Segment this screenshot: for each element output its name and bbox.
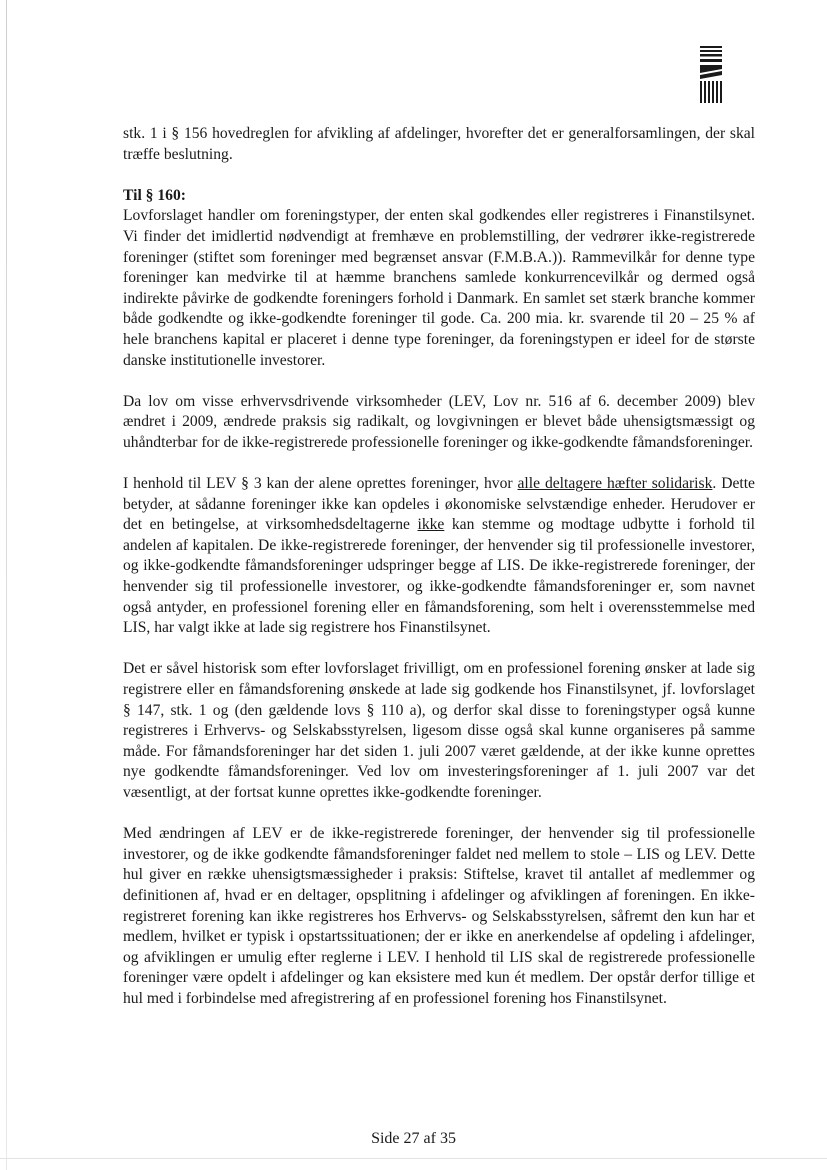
paragraph <box>123 474 755 639</box>
paragraph-text: Lovforslaget handler om foreningstyper, der enten skal godkendes eller registreres i Finanstilsynet. Vi finder det imidlertid nødvendigt at fremhæve en problemstilling, der vedrører ikke-registrerede foreninger (stiftet som foreninger med begrænset ansvar (F.M.B.A.)). Rammevilkår for denne type foreninger kan medvirke til at hæmme branchens samlede konkurrencevilkår og dermed også indirekte påvirke de godkendte foreningers forhold i Danmark. En samlet set stærk branche kommer både godkendte og ikke-godkendte foreninger til gode. Ca. 200 mia. kr. svarende til 20 – 25 % af hele branchens kapital er placeret i denne type foreninger, da foreningstypen er ideel for de største danske institutionelle investorer. <box>123 207 755 369</box>
striped-logo-icon <box>697 44 725 106</box>
page-number: Side 27 af 35 <box>371 1130 456 1147</box>
paragraph: stk. 1 i § 156 hovedreglen for afvikling af afdelinger, hvorefter det er generalforsamlingen, der skal træffe beslutning. <box>123 125 755 163</box>
paragraph: Det er såvel historisk som efter lovforslaget frivilligt, om en professionel forening ønsker at lade sig registrere eller en fåmandsforening ønskede at lade sig godkende hos Finanstilsynet, jf. lovforslaget § 147, stk. 1 og (den gældende lovs § 110 a), og derfor skal disse to foreningstyper også kunne registreres i Erhvervs- og Selskabsstyrelsen, ligesom disse også skal kunne organiseres på samme måde. For fåmandsforeninger har det siden 1. juli 2007 været gældende, at der ikke kunne oprettes nye godkendte fåmandsforeninger. Ved lov om investeringsforeninger af 1. juli 2007 var det væsentligt, at der fortsat kunne oprettes ikke-godkendte foreninger. <box>123 660 755 801</box>
section-heading: Til § 160: <box>123 186 186 204</box>
underlined-text: alle deltagere hæfter solidarisk <box>517 475 713 493</box>
underlined-text: ikke <box>417 516 445 534</box>
scan-edge <box>6 0 7 1170</box>
document-body <box>123 124 755 1010</box>
paragraph <box>123 186 755 371</box>
paragraph: Da lov om visse erhvervsdrivende virksomheder (LEV, Lov nr. 516 af 6. december 2009) blev ændret i 2009, ændrede praksis sig radikalt, og lovgivningen er blevet både uhensigtsmæssigt og uhåndterbar for de ikke-registrerede professionelle foreninger og ikke-godkendte fåmandsforeninger. <box>123 392 755 451</box>
scan-edge-bottom <box>0 1158 827 1159</box>
paragraph-text: I henhold til LEV § 3 kan der alene oprettes foreninger, hvor <box>123 475 518 493</box>
paragraph-text: kan stemme og modtage udbytte i forhold til andelen af kapitalen. De ikke-registrerede foreninger, der henvender sig til professionelle investorer, og ikke-godkendte fåmandsforeninger udspringer begge af LIS. De ikke-registrerede foreninger, der henvender sig til professionelle investorer, og ikke-godkendte fåmandsforeninger er, som navnet også antyder, en professionel forening eller en fåmandsforening, som helt i overensstemmelse med LIS, har valgt ikke at lade sig registrere hos Finanstilsynet. <box>123 516 755 637</box>
paragraph-text: . Dette betyder, at sådanne foreninger ikke kan opdeles i økonomiske selvstændige enheder. Herudover er det en betingelse, at virksomhedsdeltagerne <box>123 475 755 534</box>
paragraph: Med ændringen af LEV er de ikke-registrerede foreninger, der henvender sig til professionelle investorer, og de ikke godkendte fåmandsforeninger faldet ned mellem to stole – LIS og LEV. Dette hul giver en række uhensigtsmæssigheder i praksis: Stiftelse, kravet til antallet af medlemmer og definitionen af, hvad er en deltager, opsplitning i afdelinger og afviklingen af foreningen. En ikke-registreret forening kan ikke registreres hos Erhvervs- og Selskabsstyrelsen, såfremt den kun har et medlem, hvilket er typisk i opstartssituationen; der er ikke en anerkendelse af opdeling i afdelinger, og afviklingen er umulig efter reglerne i LEV. I henhold til LIS skal de registrerede professionelle foreninger være opdelt i afdelinger og kan eksistere med kun ét medlem. Der opstår derfor tillige et hul med i forbindelse med afregistrering af en professionel forening hos Finanstilsynet. <box>123 825 755 1007</box>
